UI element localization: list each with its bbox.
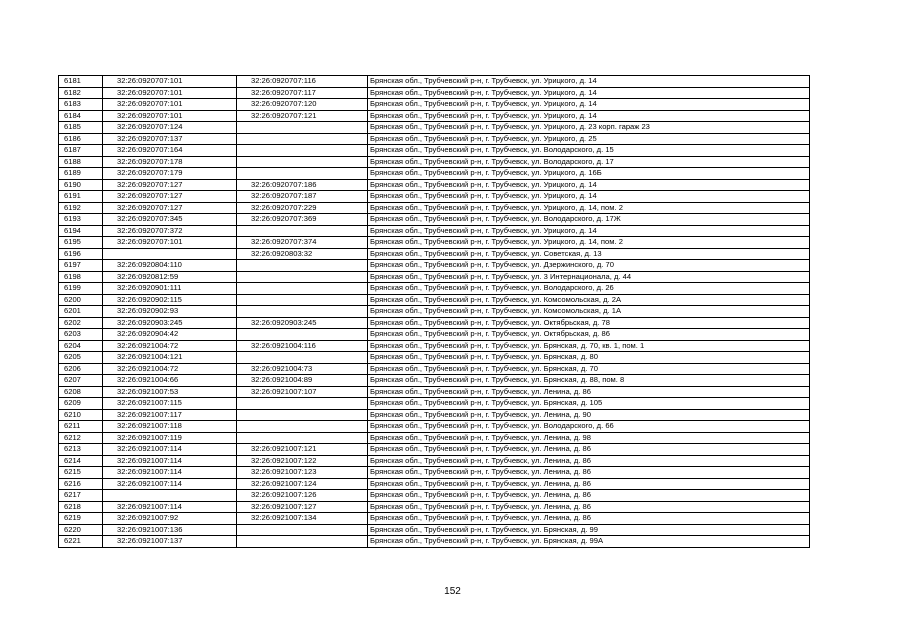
address-cell: Брянская обл., Трубчевский р-н, г. Трубчевск, ул. Володарского, д. 66 — [368, 421, 810, 433]
table-row — [59, 375, 810, 387]
row-number-cell: 6215 — [59, 467, 103, 479]
object-cadastral-number-cell — [237, 398, 368, 410]
row-number-cell: 6191 — [59, 191, 103, 203]
object-cadastral-number-cell — [237, 271, 368, 283]
cadastral-number-cell: 32:26:0921004:121 — [103, 352, 237, 364]
object-cadastral-number-cell: 32:26:0921004:116 — [237, 340, 368, 352]
table-row — [59, 317, 810, 329]
address-cell: Брянская обл., Трубчевский р-н, г. Трубчевск, ул. Советская, д. 13 — [368, 248, 810, 260]
row-number-cell: 6206 — [59, 363, 103, 375]
cadastral-number-cell: 32:26:0920707:137 — [103, 133, 237, 145]
address-cell: Брянская обл., Трубчевский р-н, г. Трубчевск, ул. Урицкого, д. 14 — [368, 99, 810, 111]
table-row — [59, 191, 810, 203]
row-number-cell: 6183 — [59, 99, 103, 111]
cadastral-number-cell: 32:26:0920904:42 — [103, 329, 237, 341]
table-row — [59, 467, 810, 479]
address-cell: Брянская обл., Трубчевский р-н, г. Трубчевск, ул. Урицкого, д. 14 — [368, 110, 810, 122]
address-cell: Брянская обл., Трубчевский р-н, г. Трубчевск, ул. Володарского, д. 17 — [368, 156, 810, 168]
table-row — [59, 421, 810, 433]
cadastral-number-cell: 32:26:0921007:117 — [103, 409, 237, 421]
object-cadastral-number-cell — [237, 225, 368, 237]
cadastral-number-cell: 32:26:0920707:372 — [103, 225, 237, 237]
row-number-cell: 6196 — [59, 248, 103, 260]
object-cadastral-number-cell: 32:26:0921007:127 — [237, 501, 368, 513]
address-cell: Брянская обл., Трубчевский р-н, г. Трубчевск, ул. Октябрьская, д. 86 — [368, 329, 810, 341]
table-row — [59, 340, 810, 352]
row-number-cell: 6195 — [59, 237, 103, 249]
address-cell: Брянская обл., Трубчевский р-н, г. Трубчевск, ул. Брянская, д. 88, пом. 8 — [368, 375, 810, 387]
row-number-cell: 6213 — [59, 444, 103, 456]
cadastral-number-cell: 32:26:0921007:136 — [103, 524, 237, 536]
table-row — [59, 386, 810, 398]
table-row — [59, 237, 810, 249]
row-number-cell: 6207 — [59, 375, 103, 387]
cadastral-number-cell: 32:26:0920707:124 — [103, 122, 237, 134]
table-row — [59, 352, 810, 364]
address-cell: Брянская обл., Трубчевский р-н, г. Трубчевск, ул. Брянская, д. 70, кв. 1, пом. 1 — [368, 340, 810, 352]
cadastral-number-cell: 32:26:0920902:93 — [103, 306, 237, 318]
object-cadastral-number-cell — [237, 421, 368, 433]
table-row — [59, 409, 810, 421]
row-number-cell: 6209 — [59, 398, 103, 410]
cadastral-number-cell: 32:26:0921007:137 — [103, 536, 237, 548]
object-cadastral-number-cell: 32:26:0921007:134 — [237, 513, 368, 525]
table-row — [59, 478, 810, 490]
cadastral-number-cell: 32:26:0921007:114 — [103, 444, 237, 456]
table-row — [59, 87, 810, 99]
cadastral-number-cell: 32:26:0921004:72 — [103, 363, 237, 375]
address-cell: Брянская обл., Трубчевский р-н, г. Трубчевск, ул. Ленина, д. 86 — [368, 501, 810, 513]
table-row — [59, 260, 810, 272]
table-row — [59, 294, 810, 306]
object-cadastral-number-cell — [237, 409, 368, 421]
table-body — [59, 76, 810, 548]
address-cell: Брянская обл., Трубчевский р-н, г. Трубчевск, ул. Володарского, д. 17Ж — [368, 214, 810, 226]
object-cadastral-number-cell: 32:26:0921004:89 — [237, 375, 368, 387]
address-cell: Брянская обл., Трубчевский р-н, г. Трубчевск, ул. 3 Интернационала, д. 44 — [368, 271, 810, 283]
cadastral-number-cell — [103, 248, 237, 260]
cadastral-number-cell: 32:26:0920903:245 — [103, 317, 237, 329]
object-cadastral-number-cell — [237, 156, 368, 168]
address-cell: Брянская обл., Трубчевский р-н, г. Трубчевск, ул. Дзержинского, д. 70 — [368, 260, 810, 272]
object-cadastral-number-cell — [237, 133, 368, 145]
table-row — [59, 524, 810, 536]
table-row — [59, 444, 810, 456]
row-number-cell: 6203 — [59, 329, 103, 341]
row-number-cell: 6199 — [59, 283, 103, 295]
table-row — [59, 214, 810, 226]
address-cell: Брянская обл., Трубчевский р-н, г. Трубчевск, ул. Брянская, д. 70 — [368, 363, 810, 375]
cadastral-number-cell: 32:26:0920902:115 — [103, 294, 237, 306]
table-row — [59, 271, 810, 283]
address-cell: Брянская обл., Трубчевский р-н, г. Трубчевск, ул. Урицкого, д. 14 — [368, 191, 810, 203]
table-row — [59, 99, 810, 111]
object-cadastral-number-cell — [237, 122, 368, 134]
table-row — [59, 248, 810, 260]
address-cell: Брянская обл., Трубчевский р-н, г. Трубчевск, ул. Урицкого, д. 14 — [368, 76, 810, 88]
object-cadastral-number-cell — [237, 352, 368, 364]
row-number-cell: 6216 — [59, 478, 103, 490]
table-row — [59, 432, 810, 444]
table-row — [59, 363, 810, 375]
cadastral-number-cell: 32:26:0921007:119 — [103, 432, 237, 444]
row-number-cell: 6189 — [59, 168, 103, 180]
table-row — [59, 490, 810, 502]
table-row — [59, 225, 810, 237]
row-number-cell: 6214 — [59, 455, 103, 467]
cadastral-number-cell: 32:26:0920707:101 — [103, 110, 237, 122]
table-row — [59, 156, 810, 168]
object-cadastral-number-cell: 32:26:0920707:117 — [237, 87, 368, 99]
cadastral-number-cell: 32:26:0920707:179 — [103, 168, 237, 180]
row-number-cell: 6197 — [59, 260, 103, 272]
cadastral-number-cell: 32:26:0920901:111 — [103, 283, 237, 295]
object-cadastral-number-cell — [237, 260, 368, 272]
object-cadastral-number-cell: 32:26:0920803:32 — [237, 248, 368, 260]
cadastral-number-cell: 32:26:0921007:114 — [103, 467, 237, 479]
address-cell: Брянская обл., Трубчевский р-н, г. Трубчевск, ул. Урицкого, д. 14, пом. 2 — [368, 237, 810, 249]
row-number-cell: 6218 — [59, 501, 103, 513]
row-number-cell: 6184 — [59, 110, 103, 122]
cadastral-number-cell: 32:26:0921007:92 — [103, 513, 237, 525]
row-number-cell: 6212 — [59, 432, 103, 444]
row-number-cell: 6217 — [59, 490, 103, 502]
cadastral-number-cell: 32:26:0920707:345 — [103, 214, 237, 226]
table-row — [59, 179, 810, 191]
object-cadastral-number-cell — [237, 306, 368, 318]
row-number-cell: 6208 — [59, 386, 103, 398]
table-row — [59, 110, 810, 122]
object-cadastral-number-cell: 32:26:0920707:186 — [237, 179, 368, 191]
object-cadastral-number-cell: 32:26:0920707:229 — [237, 202, 368, 214]
cadastral-number-cell: 32:26:0921007:114 — [103, 455, 237, 467]
address-cell: Брянская обл., Трубчевский р-н, г. Трубчевск, ул. Ленина, д. 86 — [368, 444, 810, 456]
table-row — [59, 501, 810, 513]
row-number-cell: 6202 — [59, 317, 103, 329]
address-cell: Брянская обл., Трубчевский р-н, г. Трубчевск, ул. Ленина, д. 86 — [368, 478, 810, 490]
address-cell: Брянская обл., Трубчевский р-н, г. Трубчевск, ул. Ленина, д. 86 — [368, 386, 810, 398]
object-cadastral-number-cell — [237, 168, 368, 180]
row-number-cell: 6185 — [59, 122, 103, 134]
address-cell: Брянская обл., Трубчевский р-н, г. Трубчевск, ул. Ленина, д. 86 — [368, 490, 810, 502]
cadastral-number-cell: 32:26:0921007:118 — [103, 421, 237, 433]
row-number-cell: 6219 — [59, 513, 103, 525]
table-row — [59, 513, 810, 525]
address-cell: Брянская обл., Трубчевский р-н, г. Трубчевск, ул. Ленина, д. 86 — [368, 513, 810, 525]
cadastral-number-cell: 32:26:0920707:164 — [103, 145, 237, 157]
address-cell: Брянская обл., Трубчевский р-н, г. Трубчевск, ул. Октябрьская, д. 78 — [368, 317, 810, 329]
address-cell: Брянская обл., Трубчевский р-н, г. Трубчевск, ул. Урицкого, д. 23 корп. гараж 23 — [368, 122, 810, 134]
object-cadastral-number-cell: 32:26:0921007:123 — [237, 467, 368, 479]
row-number-cell: 6220 — [59, 524, 103, 536]
object-cadastral-number-cell: 32:26:0920707:116 — [237, 76, 368, 88]
object-cadastral-number-cell: 32:26:0921007:121 — [237, 444, 368, 456]
cadastral-number-cell: 32:26:0920707:101 — [103, 87, 237, 99]
object-cadastral-number-cell: 32:26:0921007:107 — [237, 386, 368, 398]
table-row — [59, 306, 810, 318]
object-cadastral-number-cell: 32:26:0920903:245 — [237, 317, 368, 329]
object-cadastral-number-cell: 32:26:0920707:369 — [237, 214, 368, 226]
address-cell: Брянская обл., Трубчевский р-н, г. Трубчевск, ул. Урицкого, д. 14 — [368, 225, 810, 237]
cadastral-number-cell: 32:26:0921004:72 — [103, 340, 237, 352]
address-cell: Брянская обл., Трубчевский р-н, г. Трубчевск, ул. Урицкого, д. 25 — [368, 133, 810, 145]
table-row — [59, 536, 810, 548]
cadastral-number-cell: 32:26:0920707:127 — [103, 202, 237, 214]
row-number-cell: 6186 — [59, 133, 103, 145]
cadastral-number-cell: 32:26:0920707:101 — [103, 76, 237, 88]
row-number-cell: 6190 — [59, 179, 103, 191]
row-number-cell: 6187 — [59, 145, 103, 157]
table-row — [59, 76, 810, 88]
object-cadastral-number-cell: 32:26:0920707:374 — [237, 237, 368, 249]
address-cell: Брянская обл., Трубчевский р-н, г. Трубчевск, ул. Ленина, д. 86 — [368, 455, 810, 467]
row-number-cell: 6193 — [59, 214, 103, 226]
object-cadastral-number-cell — [237, 524, 368, 536]
cadastral-number-cell: 32:26:0921007:114 — [103, 478, 237, 490]
table-row — [59, 145, 810, 157]
object-cadastral-number-cell — [237, 432, 368, 444]
address-cell: Брянская обл., Трубчевский р-н, г. Трубчевск, ул. Брянская, д. 99А — [368, 536, 810, 548]
row-number-cell: 6194 — [59, 225, 103, 237]
object-cadastral-number-cell — [237, 536, 368, 548]
cadastral-number-cell: 32:26:0920812:59 — [103, 271, 237, 283]
object-cadastral-number-cell: 32:26:0920707:187 — [237, 191, 368, 203]
cadastral-number-cell: 32:26:0921007:53 — [103, 386, 237, 398]
table-row — [59, 283, 810, 295]
address-cell: Брянская обл., Трубчевский р-н, г. Трубчевск, ул. Урицкого, д. 14 — [368, 179, 810, 191]
address-cell: Брянская обл., Трубчевский р-н, г. Трубчевск, ул. Брянская, д. 105 — [368, 398, 810, 410]
address-cell: Брянская обл., Трубчевский р-н, г. Трубчевск, ул. Ленина, д. 98 — [368, 432, 810, 444]
table-row — [59, 122, 810, 134]
address-cell: Брянская обл., Трубчевский р-н, г. Трубчевск, ул. Ленина, д. 86 — [368, 467, 810, 479]
address-cell: Брянская обл., Трубчевский р-н, г. Трубчевск, ул. Урицкого, д. 14, пом. 2 — [368, 202, 810, 214]
page-number: 152 — [444, 586, 461, 597]
address-cell: Брянская обл., Трубчевский р-н, г. Трубчевск, ул. Володарского, д. 26 — [368, 283, 810, 295]
object-cadastral-number-cell: 32:26:0921007:126 — [237, 490, 368, 502]
table-row — [59, 133, 810, 145]
cadastral-number-cell: 32:26:0921004:66 — [103, 375, 237, 387]
cadastral-number-cell: 32:26:0921007:115 — [103, 398, 237, 410]
row-number-cell: 6221 — [59, 536, 103, 548]
cadastral-number-cell: 32:26:0920707:127 — [103, 179, 237, 191]
address-cell: Брянская обл., Трубчевский р-н, г. Трубчевск, ул. Урицкого, д. 14 — [368, 87, 810, 99]
cadastral-number-cell — [103, 490, 237, 502]
object-cadastral-number-cell — [237, 145, 368, 157]
row-number-cell: 6205 — [59, 352, 103, 364]
table-row — [59, 455, 810, 467]
row-number-cell: 6200 — [59, 294, 103, 306]
address-cell: Брянская обл., Трубчевский р-н, г. Трубчевск, ул. Ленина, д. 90 — [368, 409, 810, 421]
table-row — [59, 202, 810, 214]
row-number-cell: 6204 — [59, 340, 103, 352]
registry-table — [58, 75, 810, 548]
row-number-cell: 6192 — [59, 202, 103, 214]
address-cell: Брянская обл., Трубчевский р-н, г. Трубчевск, ул. Урицкого, д. 16Б — [368, 168, 810, 180]
row-number-cell: 6188 — [59, 156, 103, 168]
object-cadastral-number-cell — [237, 329, 368, 341]
table-row — [59, 398, 810, 410]
object-cadastral-number-cell — [237, 294, 368, 306]
object-cadastral-number-cell: 32:26:0920707:121 — [237, 110, 368, 122]
row-number-cell: 6198 — [59, 271, 103, 283]
cadastral-number-cell: 32:26:0920804:110 — [103, 260, 237, 272]
row-number-cell: 6201 — [59, 306, 103, 318]
cadastral-number-cell: 32:26:0920707:101 — [103, 99, 237, 111]
row-number-cell: 6181 — [59, 76, 103, 88]
address-cell: Брянская обл., Трубчевский р-н, г. Трубчевск, ул. Комсомольская, д. 1А — [368, 306, 810, 318]
table-row — [59, 329, 810, 341]
object-cadastral-number-cell: 32:26:0920707:120 — [237, 99, 368, 111]
object-cadastral-number-cell: 32:26:0921007:124 — [237, 478, 368, 490]
object-cadastral-number-cell — [237, 283, 368, 295]
cadastral-number-cell: 32:26:0921007:114 — [103, 501, 237, 513]
address-cell: Брянская обл., Трубчевский р-н, г. Трубчевск, ул. Брянская, д. 99 — [368, 524, 810, 536]
row-number-cell: 6210 — [59, 409, 103, 421]
cadastral-number-cell: 32:26:0920707:127 — [103, 191, 237, 203]
address-cell: Брянская обл., Трубчевский р-н, г. Трубчевск, ул. Комсомольская, д. 2А — [368, 294, 810, 306]
object-cadastral-number-cell: 32:26:0921007:122 — [237, 455, 368, 467]
cadastral-number-cell: 32:26:0920707:178 — [103, 156, 237, 168]
cadastral-number-cell: 32:26:0920707:101 — [103, 237, 237, 249]
object-cadastral-number-cell: 32:26:0921004:73 — [237, 363, 368, 375]
table-row — [59, 168, 810, 180]
row-number-cell: 6182 — [59, 87, 103, 99]
address-cell: Брянская обл., Трубчевский р-н, г. Трубчевск, ул. Брянская, д. 80 — [368, 352, 810, 364]
address-cell: Брянская обл., Трубчевский р-н, г. Трубчевск, ул. Володарского, д. 15 — [368, 145, 810, 157]
row-number-cell: 6211 — [59, 421, 103, 433]
